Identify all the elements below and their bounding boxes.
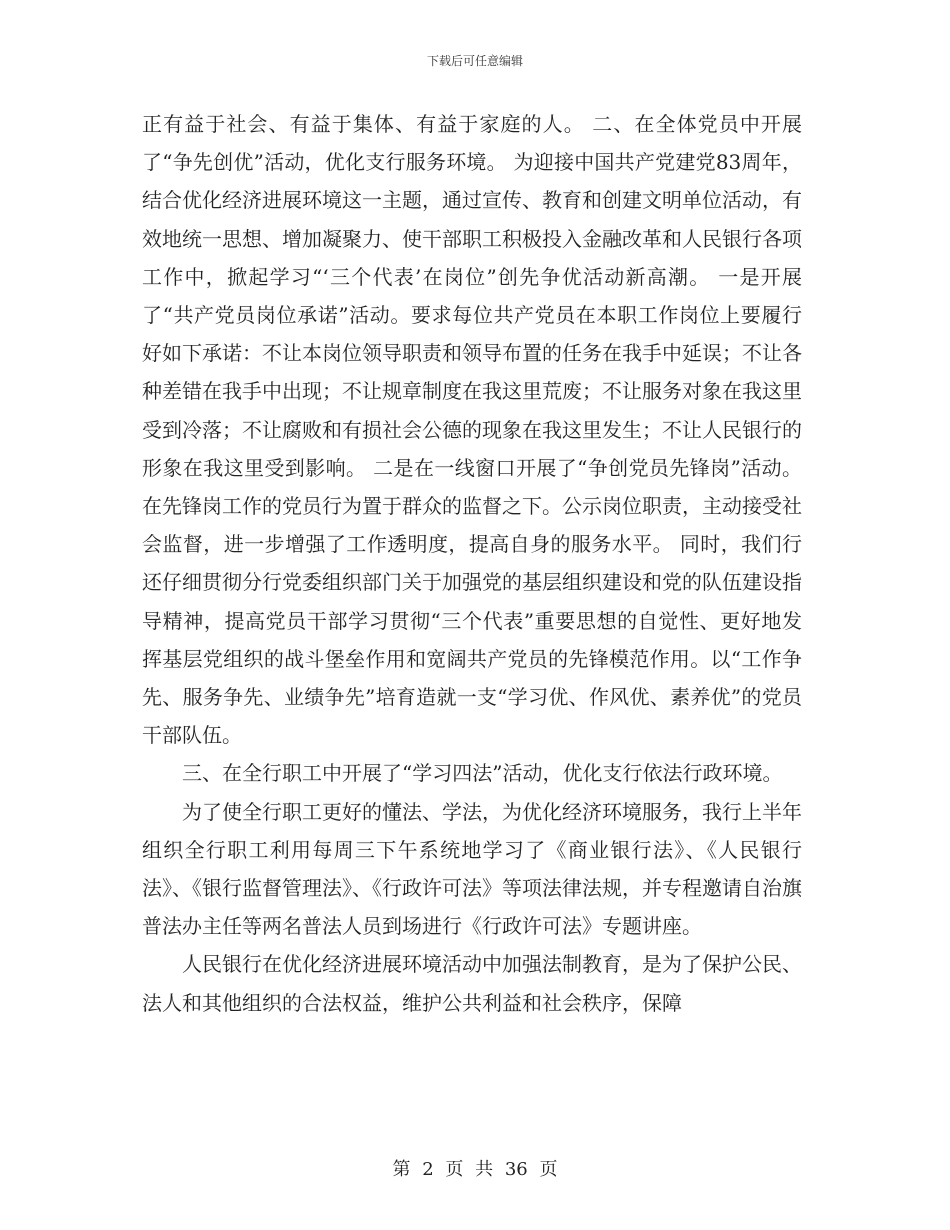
document-body xyxy=(142,105,802,1022)
paragraph-4: 人民银行在优化经济进展环境活动中加强法制教育，是为了保护公民、法人和其他组织的合法权益，维护公共利益和社会秩序，保障 xyxy=(142,952,802,1015)
paragraph-2: 三、在全行职工中开展了“学习四法”活动，优化支行依法行政环境。 xyxy=(182,761,783,786)
paragraph-3: 为了使全行职工更好的懂法、学法，为优化经济环境服务，我行上半年组织全行职工利用每周三下午系统地学习了《商业银行法》、《人民银行法》、《银行监督管理法》、《行政许可法》等项法律法规，并专程邀请自治旗普法办主任等两名普法人员到场进行《行政许可法》专题讲座。 xyxy=(142,799,802,939)
paragraph-1: 正有益于社会、有益于集体、有益于家庭的人。 二、在全体党员中开展了“争先创优”活动，优化支行服务环境。 为迎接中国共产党建党83周年，结合优化经济进展环境这一主题，通过宣传、教育和创建文明单位活动，有效地统一思想、增加凝聚力、使干部职工积极投入金融改革和人民银行各项工作中，掀起学习“‘三个代表’在岗位”创先争优活动新高潮。 一是开展了“共产党员岗位承诺”活动。要求每位共产党员在本职工作岗位上要履行好如下承诺：不让本岗位领导职责和领导布置的任务在我手中延误；不让各种差错在我手中出现；不让规章制度在我这里荒废；不让服务对象在我这里受到冷落；不让腐败和有损社会公德的现象在我这里发生；不让人民银行的形象在我这里受到影响。 二是在一线窗口开展了“争创党员先锋岗”活动。在先锋岗工作的党员行为置于群众的监督之下。公示岗位职责，主动接受社会监督，进一步增强了工作透明度，提高自身的服务水平。 同时，我们行还仔细贯彻分行党委组织部门关于加强党的基层组织建设和党的队伍建设指导精神，提高党员干部学习贯彻“三个代表”重要思想的自觉性、更好地发挥基层党组织的战斗堡垒作用和宽阔共产党员的先锋模范作用。以“工作争先、服务争先、业绩争先”培育造就一支“学习优、作风优、素养优”的党员干部队伍。 xyxy=(142,112,802,748)
page-header-note: 下载后可任意编辑 xyxy=(426,54,523,68)
page-number-footer: 第 2 页 共 36 页 xyxy=(392,1159,558,1180)
